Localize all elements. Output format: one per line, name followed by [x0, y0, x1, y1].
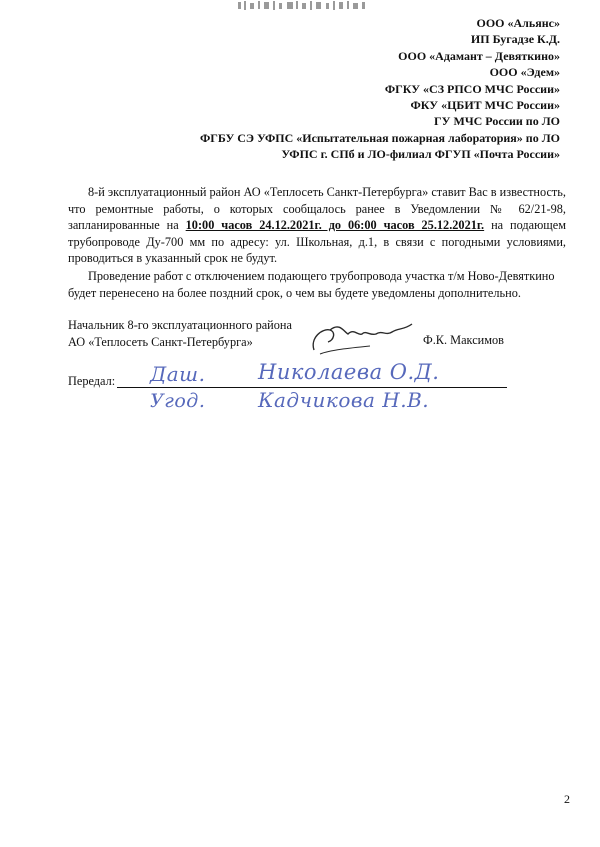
text-line: трубопроводе Ду-700 мм по адресу: ул. Школьная, д.1, в связи с погодными условиями, — [68, 234, 566, 249]
signatory-title-line: Начальник 8-го эксплуатационного района — [68, 318, 292, 332]
notice-paragraph-1 — [68, 184, 566, 267]
text-line: что ремонтные работы, о которых сообщалось ранее в Уведомлении № 62/21-98, — [68, 201, 566, 216]
addressee: ООО «Альянс» — [476, 16, 560, 30]
addressee: ФКУ «ЦБИТ МЧС России» — [410, 98, 560, 113]
addressee: ФГБУ СЭ УФПС «Испытательная пожарная лаборатория» по ЛО — [199, 130, 560, 145]
passed-label: Передал: — [68, 374, 116, 388]
signatory-name: Ф.К. Максимов — [423, 333, 504, 347]
addressees-block — [40, 15, 560, 163]
text-line: 8-й эксплуатационный район АО «Теплосеть Санкт-Петербурга» ставит Вас в известность, — [88, 185, 566, 199]
addressee: ООО «Адамант – Девяткино» — [398, 48, 560, 63]
handwritten-signature — [300, 310, 420, 360]
handwritten-name-1: Николаева О.Д. — [258, 360, 440, 384]
addressee: ГУ МЧС России по ЛО — [434, 114, 560, 129]
signatory-title-line: АО «Теплосеть Санкт-Петербурга» — [68, 334, 253, 349]
handwritten-position-1: Даш. — [150, 362, 206, 386]
scan-noise-marks — [238, 0, 368, 12]
page-number: 2 — [564, 792, 570, 806]
signatory-title — [68, 317, 292, 350]
notice-paragraph-2 — [68, 268, 566, 301]
text-line: Проведение работ с отключением подающего трубопровода участка т/м Ново-Девяткино — [88, 269, 555, 283]
handwritten-position-2: Угод. — [150, 390, 206, 412]
handwritten-name-2: Кадчикова Н.В. — [258, 388, 430, 412]
addressee: УФПС г. СПб и ЛО-филиал ФГУП «Почта России» — [281, 147, 560, 162]
text-line-dates — [68, 217, 566, 234]
text-line: проводиться в указанный срок не будут. — [68, 251, 278, 265]
addressee: ИП Бугадзе К.Д. — [470, 32, 560, 47]
addressee: ООО «Эдем» — [489, 65, 560, 80]
text-fragment: запланированные на — [68, 218, 179, 232]
text-line: будет перенесено на более поздний срок, о чем вы будете уведомлены дополнительно. — [68, 285, 521, 300]
scheduled-dates: 10:00 часов 24.12.2021г. до 06:00 часов 25.12.2021г. — [185, 218, 485, 232]
text-fragment: на подающем — [491, 218, 566, 232]
addressee: ФГКУ «СЗ РПСО МЧС России» — [384, 81, 560, 96]
